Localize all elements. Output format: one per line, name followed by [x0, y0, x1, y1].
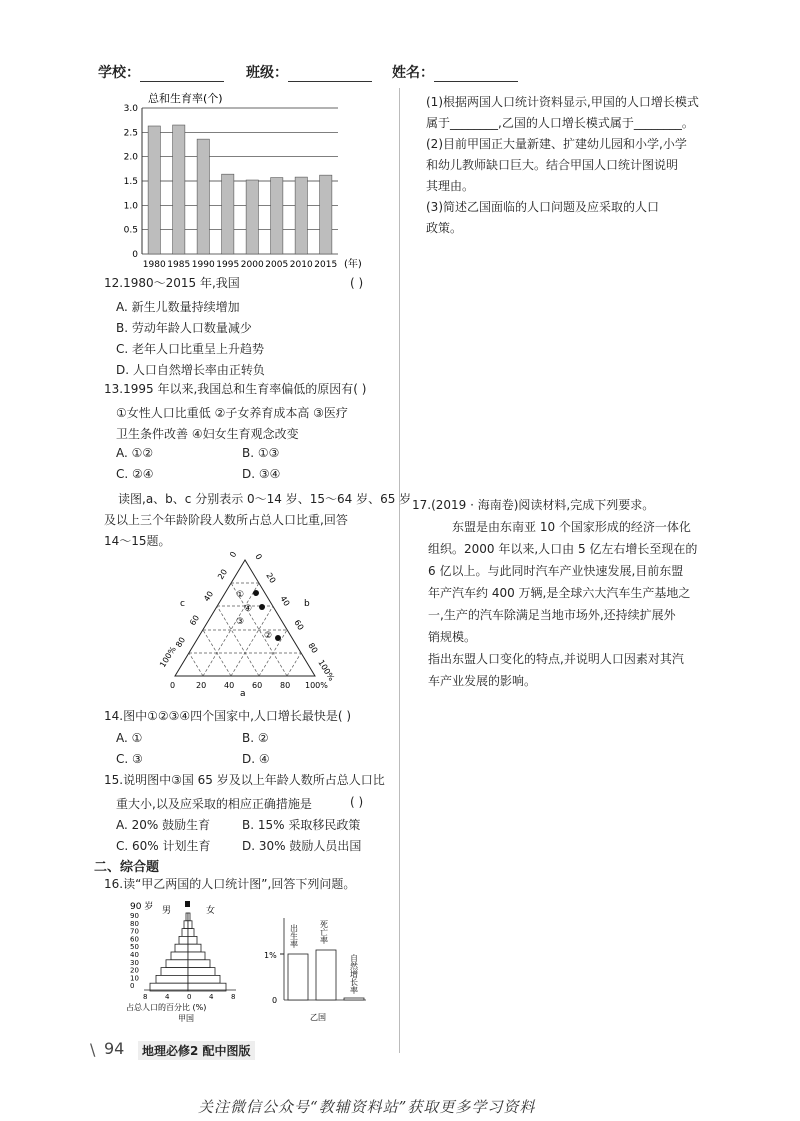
- pyr-bar-r-3: [188, 936, 197, 944]
- pyramid-top-marker: [185, 901, 190, 907]
- point-2-marker: [275, 635, 281, 641]
- fertility-bar-chart: [108, 90, 370, 272]
- point-3-label: ③: [236, 617, 245, 627]
- bottom-tick-80: 80: [280, 681, 291, 690]
- q14-option-d: D. ④: [242, 752, 270, 766]
- pyr-age-60: 60: [130, 935, 139, 944]
- pyr-age-0: 0: [130, 982, 135, 991]
- pyr-xtick-8r: 8: [231, 993, 236, 1001]
- chart-bar-2005: [271, 178, 283, 254]
- q16-1-line1: (1)根据两国人口统计资料显示,甲国的人口增长模式: [426, 95, 699, 109]
- point-4-marker: [259, 604, 265, 610]
- yi-country-chart: [262, 912, 372, 1028]
- column-divider: [399, 88, 400, 1053]
- chart-ytick: 2.5: [123, 128, 138, 139]
- ternary-diagram: [158, 548, 337, 699]
- q13-choice-line2: 卫生条件改善 ④妇女生育观念改变: [116, 427, 299, 441]
- pyr-bar-r-1: [188, 921, 192, 929]
- chart-ytick: 1.0: [123, 201, 138, 212]
- left-tick-80: 80: [174, 635, 188, 650]
- pyr-age-10: 10: [130, 974, 139, 983]
- chart-bar-2000: [246, 180, 258, 254]
- pyr-age-40: 40: [130, 951, 139, 959]
- pyr-bar-r-2: [188, 929, 194, 937]
- q16-3-line1: (3)简述乙国面临的人口问题及应采取的人口: [426, 200, 659, 214]
- school-label: 学校：: [98, 62, 224, 82]
- class-label: 班级：: [246, 62, 372, 82]
- pyr-bar-l-3: [179, 936, 188, 944]
- q16-1-line2: 属于________,乙国的人口增长模式属于________。: [426, 116, 694, 130]
- q12-option-a: A. 新生儿数量持续增加: [116, 300, 240, 314]
- q13-option-a: A. ①②: [116, 446, 154, 460]
- q14-option-a: A. ①: [116, 731, 143, 745]
- q14-stem: 14.图中①②③④四个国家中,人口增长最快是( ): [104, 709, 352, 723]
- q15-option-a: A. 20% 鼓励生育: [116, 818, 211, 832]
- pyr-bar-r-7: [188, 968, 215, 976]
- q12-option-d: D. 人口自然增长率由正转负: [116, 363, 265, 377]
- chart-xtick-2000: 2000: [240, 260, 264, 270]
- right-tick-80: 80: [306, 641, 320, 655]
- q15-option-c: C. 60% 计划生育: [116, 839, 211, 853]
- bottom-tick-20: 20: [196, 681, 207, 690]
- axis-b-label: b: [304, 599, 310, 609]
- point-2-label: ②: [264, 631, 273, 641]
- class-blank: [288, 67, 372, 82]
- q16-2-line1: (2)目前甲国正大量新建、扩建幼儿园和小学,小学: [426, 137, 687, 151]
- q14-option-b: B. ②: [242, 731, 269, 745]
- chart-ytick: 1.5: [123, 177, 138, 187]
- right-tick-0: 0: [253, 552, 264, 562]
- yi-death-rate-bar: [316, 950, 336, 1000]
- pyr-age-80: 80: [130, 919, 139, 928]
- chart-ytick: 0.5: [123, 225, 138, 236]
- q16-2-line2: 和幼儿教师缺口巨大。结合甲国人口统计图说明: [426, 158, 679, 172]
- q17-material-line4: 年产汽车约 400 万辆,是全球六大汽车生产基地之: [428, 586, 691, 600]
- chart-bar-1990: [197, 139, 209, 254]
- chart-xtick-2005: 2005: [265, 260, 289, 270]
- watermark-note: 关注微信公众号“教辅资料站”获取更多学习资料: [198, 1098, 536, 1116]
- pyr-bar-l-5: [171, 952, 188, 960]
- q16-stem: 16.读“甲乙两国的人口统计图”,回答下列问题。: [104, 877, 356, 891]
- left-tick-20: 20: [216, 567, 230, 582]
- yi-1pct-tick: 1%: [264, 951, 277, 960]
- chart-bar-1980: [148, 126, 160, 254]
- q14-option-c: C. ③: [116, 752, 143, 766]
- name-blank: [434, 67, 518, 82]
- pyr-bar-l-4: [175, 944, 188, 952]
- read-line2: 及以上三个年龄阶段人数所占总人口比重,回答: [104, 513, 348, 527]
- q16-3-line2: 政策。: [426, 221, 463, 235]
- point-1-marker: [253, 590, 259, 596]
- yi-natural-growth-label: 自然增长率: [349, 954, 359, 994]
- q17-stem: 17.(2019 · 海南卷)阅读材料,完成下列要求。: [412, 498, 655, 512]
- pyr-bar-l-2: [182, 929, 188, 937]
- name-label: 姓名：: [392, 62, 518, 82]
- pyr-age-70: 70: [130, 927, 139, 936]
- population-pyramid: [108, 898, 254, 1028]
- pyr-age-20: 20: [130, 966, 139, 975]
- chart-ytick: 2.0: [123, 152, 138, 163]
- point-1-label: ①: [236, 590, 245, 600]
- yi-natural-growth-bar: [344, 998, 364, 1000]
- chart-ytick: 0: [132, 250, 138, 260]
- pyr-xtick-4l: 4: [165, 993, 170, 1001]
- q13-choice-line1: ①女性人口比重低 ②子女养育成本高 ③医疗: [116, 406, 348, 420]
- page-number-slash: \: [90, 1040, 96, 1059]
- pyr-bar-l-1: [184, 921, 188, 929]
- pyr-age-90: 90: [130, 912, 139, 920]
- q13-option-d: D. ③④: [242, 467, 281, 481]
- pyramid-age-top: 90 岁: [130, 902, 154, 912]
- q13-option-c: C. ②④: [116, 467, 154, 481]
- section-2-heading: 二、综合题: [94, 860, 160, 875]
- right-tick-20: 20: [264, 571, 278, 585]
- point-4-label: ④: [244, 604, 253, 614]
- bottom-tick-100: 100%: [305, 681, 328, 690]
- axis-a-label: a: [240, 689, 246, 699]
- q17-material-line1: 东盟是由东南亚 10 个国家形成的经济一体化: [452, 520, 691, 534]
- pyr-bar-r-5: [188, 952, 205, 960]
- chart-xtick-1985: 1985: [167, 260, 191, 270]
- pyr-age-30: 30: [130, 958, 139, 967]
- pyramid-male-label: 男: [162, 906, 172, 916]
- book-title: 地理必修2 配中图版: [138, 1041, 255, 1060]
- q17-task-line2: 车产业发展的影响。: [428, 674, 537, 688]
- q12-stem: 12.1980～2015 年,我国: [104, 276, 240, 290]
- pyr-xtick-4r: 4: [209, 993, 214, 1001]
- pyr-xtick-8l: 8: [143, 993, 148, 1001]
- right-tick-40: 40: [278, 594, 292, 608]
- yi-zero-tick: 0: [272, 996, 278, 1005]
- q12-paren: ( ): [350, 276, 364, 290]
- left-tick-40: 40: [202, 589, 216, 604]
- school-blank: [140, 67, 224, 82]
- q12-option-b: B. 劳动年龄人口数量减少: [116, 321, 252, 335]
- chart-bar-2010: [295, 177, 307, 254]
- q16-2-line3: 其理由。: [426, 179, 475, 193]
- q16-subquestions: [426, 92, 726, 239]
- chart-bar-2015: [320, 175, 332, 254]
- pyr-bar-l-8: [156, 975, 188, 983]
- read-line3: 14～15题。: [104, 534, 171, 548]
- pyr-bar-r-4: [188, 944, 201, 952]
- q15-stem1: 15.说明图中③国 65 岁及以上年龄人数所占总人口比: [104, 773, 385, 787]
- q17-material-line2: 组织。2000 年以来,人口由 5 亿左右增长至现在的: [428, 542, 698, 556]
- chart-xtick-2010: 2010: [289, 260, 313, 270]
- yi-birth-rate-bar: [288, 954, 308, 1000]
- pyr-age-50: 50: [130, 943, 139, 952]
- chart-xlabel: (年): [344, 259, 362, 270]
- chart-xtick-2015: 2015: [314, 260, 338, 270]
- pyramid-xlabel: 占总人口的百分比 (%): [126, 1003, 207, 1012]
- q17-material-line3: 6 亿以上。与此同时汽车产业快速发展,目前东盟: [428, 564, 684, 578]
- chart-xtick-1990: 1990: [191, 260, 215, 270]
- pyr-bar-r-8: [188, 975, 220, 983]
- q17-material-line6: 销规模。: [428, 630, 477, 644]
- yi-death-rate-label: 死亡率: [319, 920, 329, 944]
- pyramid-female-label: 女: [206, 906, 216, 916]
- q15-option-d: D. 30% 鼓励人员出国: [242, 839, 362, 853]
- q17-task-line1: 指出东盟人口变化的特点,并说明人口因素对其汽: [428, 652, 684, 666]
- pyr-bar-l-7: [161, 968, 188, 976]
- axis-c-label: c: [180, 599, 185, 609]
- q13-option-b: B. ①③: [242, 446, 280, 460]
- pyr-bar-l-6: [166, 960, 188, 968]
- read-line1: 读图,a、b、c 分别表示 0～14 岁、15～64 岁、65 岁: [118, 492, 412, 506]
- left-tick-0: 0: [228, 549, 239, 560]
- right-tick-60: 60: [292, 618, 306, 632]
- left-tick-100: 100%: [158, 644, 178, 670]
- bottom-tick-40: 40: [224, 681, 235, 690]
- q12-option-c: C. 老年人口比重呈上升趋势: [116, 342, 265, 356]
- pyr-bar-r-6: [188, 960, 210, 968]
- chart-xtick-1980: 1980: [142, 260, 166, 270]
- page-number: 94: [104, 1039, 125, 1058]
- chart-title: 总和生育率(个): [148, 92, 223, 105]
- chart-bar-1995: [222, 174, 234, 254]
- bottom-tick-60: 60: [252, 681, 263, 690]
- yi-country-label: 乙国: [310, 1013, 326, 1022]
- chart-ytick: 3.0: [123, 104, 138, 114]
- q17-material-line5: 一,生产的汽车除满足当地市场外,还持续扩展外: [428, 608, 676, 622]
- q17-block: [412, 494, 732, 692]
- yi-birth-rate-label: 出生率: [289, 924, 299, 948]
- bottom-tick-0: 0: [170, 681, 176, 690]
- q15-option-b: B. 15% 采取移民政策: [242, 818, 361, 832]
- chart-xtick-1995: 1995: [216, 260, 240, 270]
- q15-stem2: 重大小,以及应采取的相应正确措施是: [116, 797, 312, 811]
- q13-stem: 13.1995 年以来,我国总和生育率偏低的原因有( ): [104, 382, 367, 396]
- chart-bar-1985: [173, 125, 185, 254]
- q15-paren: ( ): [350, 795, 364, 809]
- left-tick-60: 60: [188, 613, 202, 628]
- pyr-xtick-0: 0: [187, 993, 192, 1001]
- pyr-bar-r-0: [188, 913, 190, 921]
- right-tick-100: 100%: [316, 658, 337, 683]
- pyramid-country: 甲国: [178, 1014, 194, 1023]
